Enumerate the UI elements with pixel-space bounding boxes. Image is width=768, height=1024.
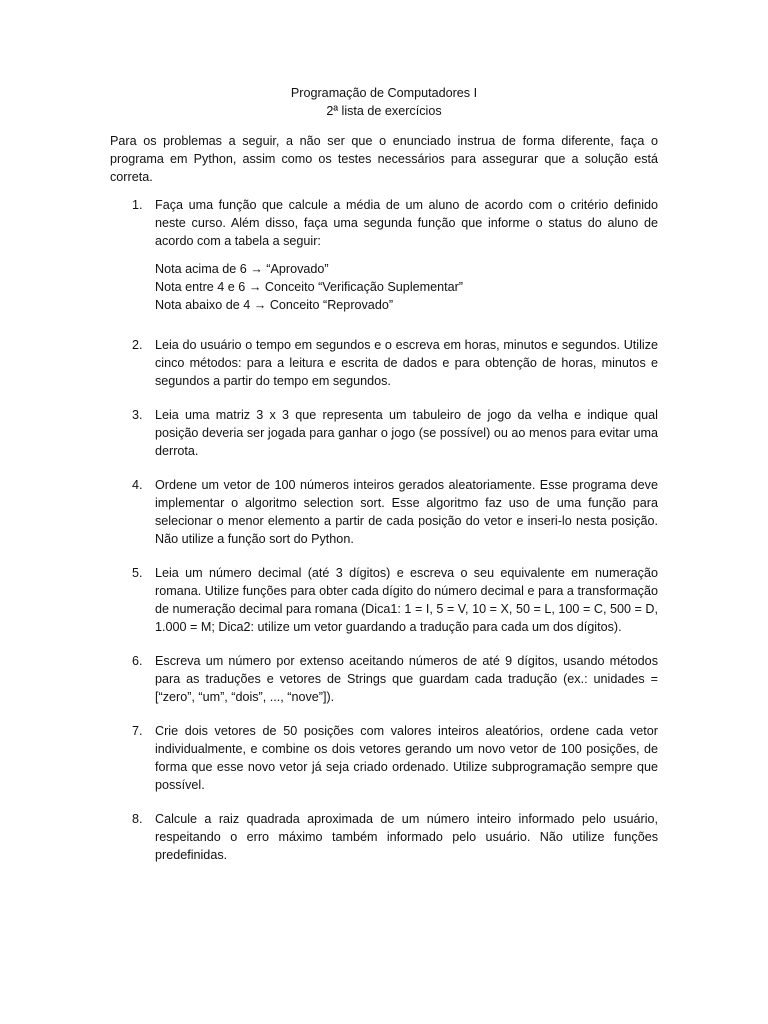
exercise-text: Leia do usuário o tempo em segundos e o escreva em horas, minutos e segundos. Utilize cinco métodos: para a leitura e escrita de dados e para obtenção de horas, minutos e segundos a partir do tempo em segundos. <box>155 338 658 388</box>
intro-paragraph: Para os problemas a seguir, a não ser que o enunciado instrua de forma diferente, faça o programa em Python, assim como os testes necessários para assegurar que a solução está correta. <box>110 134 658 184</box>
exercise-list <box>110 196 658 864</box>
exercise-text: Crie dois vetores de 50 posições com valores inteiros aleatórios, ordene cada vetor individualmente, e combine os dois vetores gerando um novo vetor de 100 posições, de forma que esse novo vetor já seja criado ordenado. Utilize subprogramação sempre que possível. <box>155 724 658 792</box>
course-title: Programação de Computadores I <box>290 86 478 100</box>
exercise-item <box>110 652 658 706</box>
exercise-text: Leia um número decimal (até 3 dígitos) e escreva o seu equivalente em numeração romana. Utilize funções para obter cada dígito do número decimal e para a transformação de numeração decimal para romana (Dica1: 1 = I, 5 = V, 10 = X, 50 = L, 100 = C, 500 = D, 1.000 = M; Dica2: utilize um vetor guardando a tradução para cada um dos dígitos). <box>155 566 658 634</box>
exercise-item <box>110 476 658 548</box>
status-line-failed: Nota abaixo de 4 → Conceito “Reprovado” <box>155 298 394 312</box>
exercise-number: 6. <box>132 654 143 668</box>
exercise-text: Ordene um vetor de 100 números inteiros gerados aleatoriamente. Esse programa deve implementar o algoritmo selection sort. Esse algoritmo faz uso de uma função para selecionar o menor elemento a partir de cada posição do vetor e inseri-lo nesta posição. Não utilize a função sort do Python. <box>155 478 658 546</box>
exercise-item <box>110 406 658 460</box>
exercise-text: Calcule a raiz quadrada aproximada de um número inteiro informado pelo usuário, respeitando o erro máximo também informado pelo usuário. Não utilize funções predefinidas. <box>155 812 658 862</box>
exercise-number: 5. <box>132 566 143 580</box>
status-line-supplementary: Nota entre 4 e 6 → Conceito “Verificação Suplementar” <box>155 280 464 294</box>
status-line-approved: Nota acima de 6 → “Aprovado” <box>155 262 329 276</box>
exercise-number: 7. <box>132 724 143 738</box>
exercise-number: 3. <box>132 408 143 422</box>
exercise-item <box>110 564 658 636</box>
exercise-item <box>110 336 658 390</box>
status-table <box>155 260 658 314</box>
exercise-item <box>110 196 658 314</box>
exercise-item <box>110 722 658 794</box>
exercise-text: Faça uma função que calcule a média de um aluno de acordo com o critério definido neste curso. Além disso, faça uma segunda função que informe o status do aluno de acordo com a tabela a seguir: <box>155 198 658 248</box>
exercise-number: 2. <box>132 338 143 352</box>
exercise-item <box>110 810 658 864</box>
exercise-text: Leia uma matriz 3 x 3 que representa um tabuleiro de jogo da velha e indique qual posição deveria ser jogada para ganhar o jogo (se possível) ou ao menos para evitar uma derrota. <box>155 408 658 458</box>
exercise-number: 1. <box>132 198 143 212</box>
exercise-number: 8. <box>132 812 143 826</box>
exercise-text: Escreva um número por extenso aceitando números de até 9 dígitos, usando métodos para as traduções e vetores de Strings que guardam cada tradução (ex.: unidades = [“zero”, “um”, “dois”, ..., “nove”]). <box>155 654 658 704</box>
list-title: 2ª lista de exercícios <box>326 104 442 118</box>
document-page <box>110 84 658 880</box>
exercise-number: 4. <box>132 478 143 492</box>
